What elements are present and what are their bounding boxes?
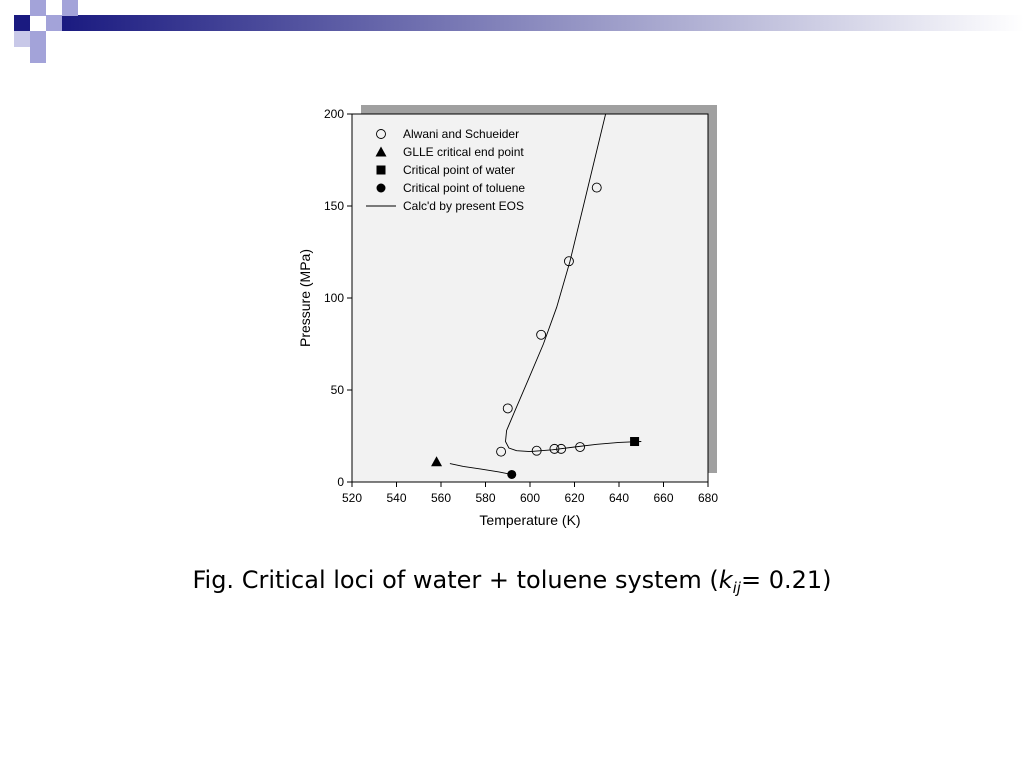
caption-suffix: = 0.21) [740, 566, 832, 594]
x-tick-label: 620 [564, 491, 585, 505]
x-tick-label: 660 [653, 491, 674, 505]
y-tick-label: 100 [323, 291, 344, 305]
x-tick-label: 600 [519, 491, 541, 505]
x-tick-label: 580 [475, 491, 496, 505]
legend-label: Critical point of water [403, 163, 516, 177]
y-tick-label: 200 [323, 107, 344, 121]
x-tick-label: 640 [608, 491, 630, 505]
legend-marker [377, 166, 386, 175]
caption-k: k [718, 566, 733, 594]
x-tick-label: 540 [386, 491, 407, 505]
figure-caption [0, 566, 1024, 597]
x-axis-label: Temperature (K) [479, 512, 581, 528]
x-tick-label: 680 [697, 491, 719, 505]
legend-label: Critical point of toluene [403, 181, 526, 195]
caption-prefix: Fig. Critical loci of water + toluene system ( [192, 566, 719, 594]
y-tick-label: 0 [337, 475, 344, 489]
y-tick-label: 50 [330, 383, 344, 397]
x-tick-label: 560 [430, 491, 452, 505]
x-tick-label: 520 [341, 491, 363, 505]
legend-marker [377, 184, 386, 193]
caption-k-subscript: ij [732, 579, 741, 597]
legend-label: Alwani and Schueider [403, 127, 520, 141]
y-tick-label: 150 [323, 199, 344, 213]
y-axis-label: Pressure (MPa) [297, 248, 313, 348]
legend-label: GLLE critical end point [403, 145, 524, 159]
legend-label: Calc'd by present EOS [403, 199, 525, 213]
